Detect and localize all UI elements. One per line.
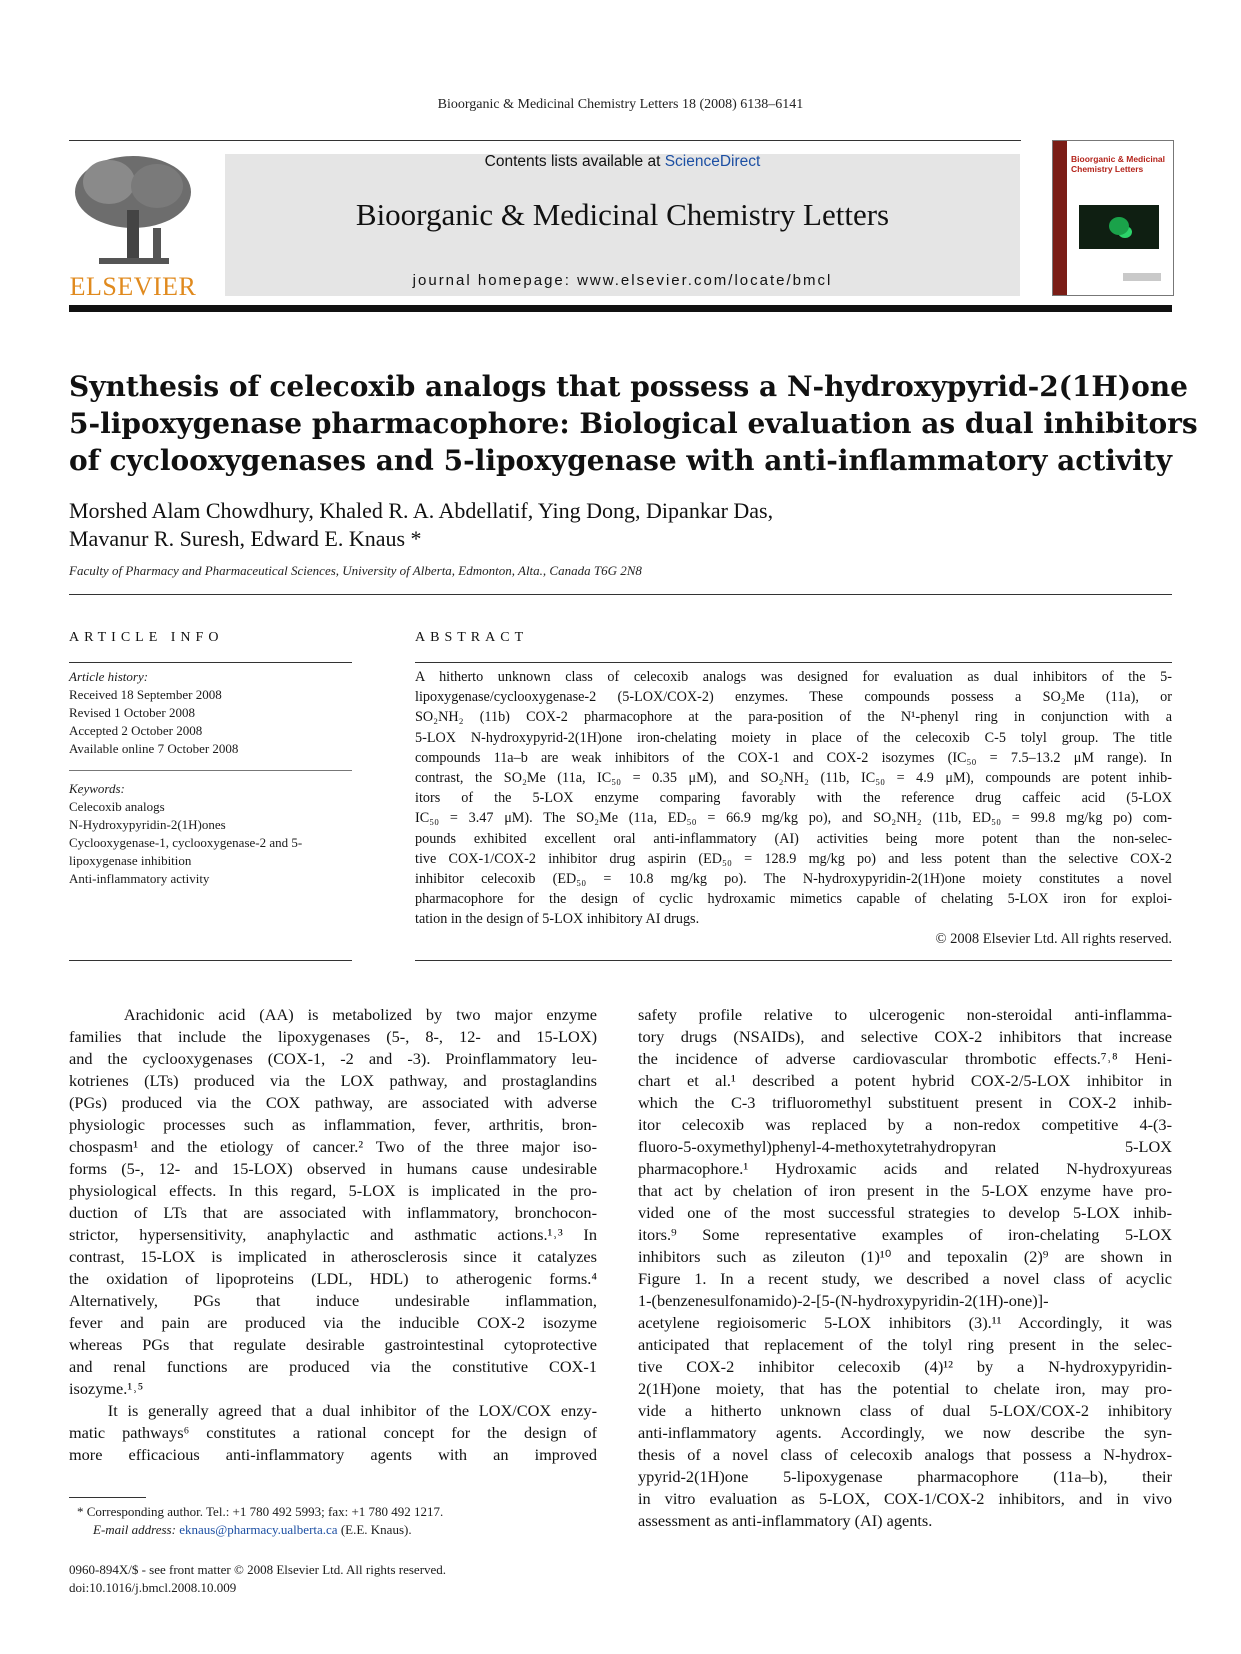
corresponding-author: * Corresponding author. Tel.: +1 780 492 5993; fax: +1 780 492 1217.: [77, 1504, 444, 1519]
divider: [415, 662, 1172, 663]
body-column-right: [638, 1004, 1172, 1532]
divider: [69, 960, 352, 961]
abstract-line: pharmacophore for the design of cyclic hydroxamic mimetics capable of chelating 5-LOX iron for exploi-: [415, 891, 1172, 908]
body-line: duction of LTs that are associated with inflammatory, bronchocon-: [69, 1203, 597, 1222]
body-line: thesis of a novel class of celecoxib analogs that possess a N-hydrox-: [638, 1445, 1172, 1464]
journal-homepage[interactable]: journal homepage: www.elsevier.com/locate/bmcl: [412, 272, 833, 289]
body-line: 2(1H)one moiety, that has the potential to chelate iron, may pro-: [638, 1379, 1172, 1398]
history-item: Accepted 2 October 2008: [69, 723, 203, 738]
abstract-line: A hitherto unknown class of celecoxib analogs was designed for evaluation as dual inhibitors of the 5-: [415, 669, 1172, 685]
body-line: contrast, 15-LOX is implicated in atherosclerosis since it catalyzes: [69, 1247, 597, 1266]
corresponding-author-footnote: [69, 1503, 609, 1539]
abstract-line: lipoxygenase/cyclooxygenase-2 (5-LOX/COX-2) enzymes. These compounds possess a SO₂Me (11a), or: [415, 689, 1172, 706]
body-line: and renal functions are produced via the constitutive COX-1: [69, 1357, 597, 1376]
abstract-line: IC₅₀ = 3.47 μM). The SO₂Me (11a, ED₅₀ = 66.9 mg/kg po), and SO₂NH₂ (11b, ED₅₀ = 99.8 mg/kg po) com-: [415, 810, 1172, 827]
body-line: chart et al.¹ described a potent hybrid COX-2/5-LOX inhibitor in: [638, 1071, 1172, 1090]
body-line: Arachidonic acid (AA) is metabolized by two major enzyme: [69, 1005, 597, 1024]
divider: [69, 770, 352, 771]
journal-cover-thumbnail: [1052, 140, 1174, 296]
email-link[interactable]: eknaus@pharmacy.ualberta.ca: [179, 1522, 338, 1537]
abstract-line: tation in the design of 5-LOX inhibitory AI drugs.: [415, 911, 700, 928]
keyword: Celecoxib analogs: [69, 799, 165, 814]
contents-line: [225, 153, 1020, 171]
article-title: [69, 368, 1198, 479]
body-line: that act by chelation of iron present in the 5-LOX enzyme have pro-: [638, 1181, 1172, 1200]
email-label: E-mail address:: [93, 1522, 180, 1537]
body-line: tive COX-2 inhibitor celecoxib (4)¹² by a N-hydroxypyridin-: [638, 1357, 1172, 1376]
body-line: assessment as anti-inflammatory (AI) agents.: [638, 1511, 933, 1530]
body-line: Figure 1. In a recent study, we described a novel class of acyclic: [638, 1269, 1172, 1288]
author-line: Mavanur R. Suresh, Edward E. Knaus *: [69, 526, 422, 551]
body-line: the oxidation of lipoproteins (LDL, HDL) to atherogenic forms.⁴: [69, 1269, 597, 1288]
email-suffix: (E.E. Knaus).: [337, 1522, 412, 1537]
history-label: Article history:: [69, 669, 149, 684]
abstract-line: itors of the 5-LOX enzyme comparing favorably with the reference drug caffeic acid (5-LOX: [415, 790, 1172, 807]
body-line: acetylene regioisomeric 5-LOX inhibitors (3).¹¹ Accordingly, it was: [638, 1313, 1172, 1332]
doi[interactable]: doi:10.1016/j.bmcl.2008.10.009: [69, 1580, 237, 1595]
front-matter: [69, 1561, 609, 1597]
authors: [69, 497, 1169, 553]
abstract-line: compounds 11a–b are weak inhibitors of the COX-1 and COX-2 isozymes (IC₅₀ = 7.5–13.2 μM range). In: [415, 749, 1172, 766]
body-line: tory drugs (NSAIDs), and selective COX-2 inhibitors that increase: [638, 1027, 1172, 1046]
title-line: 5-lipoxygenase pharmacophore: Biological evaluation as dual inhibitors: [69, 407, 1198, 440]
body-line: vide a hitherto unknown class of dual 5-LOX/COX-2 inhibitory: [638, 1401, 1172, 1420]
body-line: physiological effects. In this regard, 5-LOX is implicated in the pro-: [69, 1181, 597, 1200]
keyword: Cyclooxygenase-1, cyclooxygenase-2 and 5-: [69, 835, 303, 850]
header-divider: [69, 305, 1172, 312]
footnote-divider: [69, 1497, 146, 1498]
body-line: more efficacious anti-inflammatory agents with an improved: [69, 1445, 597, 1464]
contents-prefix: Contents lists available at: [484, 153, 665, 170]
cover-title: Bioorganic & Medicinal Chemistry Letters: [1071, 154, 1165, 174]
keyword: N-Hydroxypyridin-2(1H)ones: [69, 817, 226, 832]
body-line: ypyrid-2(1H)one 5-lipoxygenase pharmacophore (11a–b), their: [638, 1467, 1172, 1486]
body-line: matic pathways⁶ constitutes a rational concept for the design of: [69, 1423, 597, 1442]
body-line: pharmacophore.¹ Hydroxamic acids and related N-hydroxyureas: [638, 1159, 1172, 1178]
divider: [69, 594, 1172, 595]
title-line: Synthesis of celecoxib analogs that possess a N-hydroxypyrid-2(1H)one: [69, 370, 1188, 403]
body-line: 1-(benzenesulfonamido)-2-[5-(N-hydroxypyridin-2(1H)-one)]-: [638, 1291, 1049, 1310]
abstract-line: inhibitor celecoxib (ED₅₀ = 10.8 mg/kg po). The N-hydroxypyridin-2(1H)one moiety constitutes a novel: [415, 870, 1172, 887]
body-line: physiologic processes such as inflammation, fever, arthritis, bron-: [69, 1115, 597, 1134]
abstract-line: contrast, the SO₂Me (11a, IC₅₀ = 0.35 μM), and SO₂NH₂ (11b, IC₅₀ = 4.9 μM), compounds are potent inhib-: [415, 769, 1172, 786]
body-line: inhibitors such as zileuton (1)¹⁰ and tepoxalin (2)⁹ are shown in: [638, 1247, 1172, 1266]
body-line: in vitro evaluation as 5-LOX, COX-1/COX-2 inhibitors, and in vivo: [638, 1489, 1172, 1508]
abstract-line: SO₂NH₂ (11b) COX-2 pharmacophore at the para-position of the N¹-phenyl ring in conjunction with a: [415, 709, 1172, 726]
article-history: [69, 668, 352, 758]
keyword: Anti-inflammatory activity: [69, 871, 210, 886]
publisher-wordmark: ELSEVIER: [69, 272, 197, 301]
history-item: Received 18 September 2008: [69, 687, 222, 702]
body-line: the incidence of adverse cardiovascular thrombotic effects.⁷˒⁸ Heni-: [638, 1049, 1172, 1068]
sciencedirect-link[interactable]: ScienceDirect: [664, 153, 761, 170]
body-line: anti-inflammatory agents. Accordingly, we now describe the syn-: [638, 1423, 1172, 1442]
body-line: and the cyclooxygenases (COX-1, -2 and -3). Proinflammatory leu-: [69, 1049, 597, 1068]
body-line: fluoro-5-oxymethyl)phenyl-4-methoxytetrahydropyran 5-LOX: [638, 1137, 1172, 1156]
body-line: itor celecoxib was replaced by a non-redox competitive 4-(3-: [638, 1115, 1172, 1134]
abstract-text: [415, 667, 1172, 929]
keyword: lipoxygenase inhibition: [69, 853, 192, 868]
body-line: strictor, hypersensitivity, anaphylactic and asthmatic actions.¹˒³ In: [69, 1225, 597, 1244]
body-line: Alternatively, PGs that induce undesirable inflammation,: [69, 1291, 597, 1310]
affiliation: Faculty of Pharmacy and Pharmaceutical Sciences, University of Alberta, Edmonton, Alta., Canada T6G 2N8: [69, 563, 642, 578]
email-line: [69, 1521, 609, 1539]
keywords-label: Keywords:: [69, 781, 125, 796]
copyright-notice: © 2008 Elsevier Ltd. All rights reserved.: [935, 931, 1172, 947]
abstract-line: tive COX-1/COX-2 inhibitor drug aspirin (ED₅₀ = 128.9 mg/kg po) and less potent than the selective COX-2: [415, 850, 1172, 867]
abstract-line: 5-LOX N-hydroxypyrid-2(1H)one iron-chelating moiety in place of the celecoxib C-5 tolyl group. The title: [415, 729, 1172, 746]
body-line: It is generally agreed that a dual inhibitor of the LOX/COX enzy-: [69, 1401, 597, 1420]
author-line: Morshed Alam Chowdhury, Khaled R. A. Abdellatif, Ying Dong, Dipankar Das,: [69, 498, 774, 523]
keywords: [69, 780, 354, 888]
body-line: itors.⁹ Some representative examples of iron-chelating 5-LOX: [638, 1225, 1172, 1244]
divider: [69, 140, 1021, 141]
body-line: families that include the lipoxygenases (5-, 8-, 12- and 15-LOX): [69, 1027, 597, 1046]
abstract-heading: ABSTRACT: [415, 630, 529, 645]
body-line: vided one of the most successful strategies to develop 5-LOX inhib-: [638, 1203, 1172, 1222]
divider: [415, 960, 1172, 961]
history-item: Revised 1 October 2008: [69, 705, 196, 720]
journal-reference: Bioorganic & Medicinal Chemistry Letters 18 (2008) 6138–6141: [437, 97, 804, 112]
body-line: whereas PGs that regulate desirable gastrointestinal cytoprotective: [69, 1335, 597, 1354]
body-line: (PGs) produced via the COX pathway, are associated with adverse: [69, 1093, 597, 1112]
body-line: anticipated that replacement of the tolyl ring present in the selec-: [638, 1335, 1172, 1354]
body-line: kotrienes (LTs) produced via the LOX pathway, and prostaglandins: [69, 1071, 597, 1090]
article-info-heading: ARTICLE INFO: [69, 630, 224, 645]
divider: [69, 662, 352, 663]
body-line: fever and pain are produced via the inducible COX-2 isozyme: [69, 1313, 597, 1332]
history-item: Available online 7 October 2008: [69, 741, 239, 756]
body-line: safety profile relative to ulcerogenic non-steroidal anti-inflamma-: [638, 1005, 1172, 1024]
front-matter-line: 0960-894X/$ - see front matter © 2008 Elsevier Ltd. All rights reserved.: [69, 1562, 447, 1577]
body-line: chospasm¹ and the etiology of cancer.² Two of the three major iso-: [69, 1137, 597, 1156]
body-column-left: [69, 1004, 597, 1466]
body-line: forms (5-, 12- and 15-LOX) observed in humans cause undesirable: [69, 1159, 597, 1178]
body-line: which the C-3 trifluoromethyl substituent present in COX-2 inhib-: [638, 1093, 1172, 1112]
abstract-line: pounds exhibited excellent oral anti-inflammatory (AI) activities being more potent than the non-selec-: [415, 830, 1172, 847]
journal-title: Bioorganic & Medicinal Chemistry Letters: [355, 197, 890, 232]
body-line: isozyme.¹˒⁵: [69, 1379, 144, 1398]
title-line: of cyclooxygenases and 5-lipoxygenase with anti-inflammatory activity: [69, 444, 1173, 477]
